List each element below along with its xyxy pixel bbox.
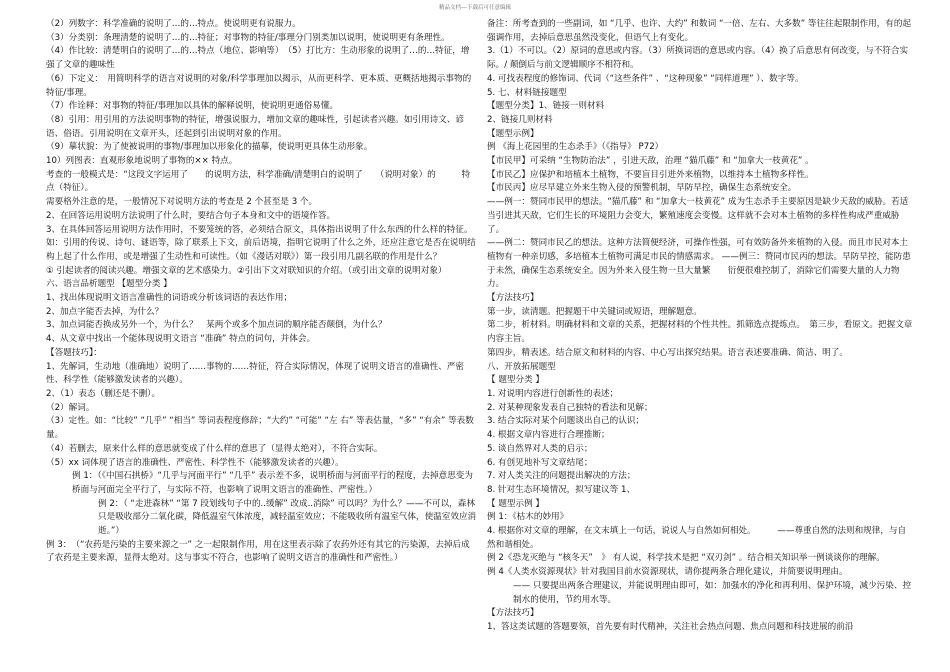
text-line: 1. 对说明内容进行创新性的表述； (487, 388, 619, 399)
text-line: 需要格外注意的是，一般情况下对说明方法的考查是 2 个甚至是 3 个。 (46, 197, 318, 208)
text-line: 第一步，读清题。把握题干中关键词或短语，理解题意。 (487, 306, 702, 317)
text-line: （7）作诠释：对事物的特征/事理加以具体的解释说明，使说明更通俗易懂。 (46, 101, 338, 112)
text-line: （4）若删去，原来什么样的意思就变成了什么样的意思了（显得太绝对），不符合实际。 (46, 443, 383, 454)
text-line: 例 1：《枯木的妙用》 (487, 512, 569, 523)
page-header: 精品文档---下载后可任意编辑 (439, 5, 511, 11)
text-line: 例 1：（《中国石拱桥》“几乎与河面平行” “几乎” 表示差不多，说明桥面与河面平行的程度，去掉意思变为桥面与河面完全平行了，与实际不符，也影响了说明文语言的准确性、严密性。） (72, 471, 473, 495)
text-line: —— 只要提出两条合理建议，并能说明理由即可，如：加强水的净化和再利用、保护环境，减少污染、控制水的使用，节约用水等。 (513, 580, 912, 605)
text-line: 【 题型示例 】 (487, 498, 545, 509)
text-line: （3）定性。如：“比较” “几乎” “相当” 等词表程度修辞；“大约” “可能” “左 右” 等表估量，“多” “有余” 等表数量。 (46, 416, 474, 441)
text-line: 备注：所考查到的一些副词，如 “几乎、也许、大约” 和数词 “一倍、左右、大多数” 等往往起限制作用，有的起强调作用，去掉后意思虽然没变化，但语气上有变化。 (487, 19, 912, 43)
right-column (487, 18, 913, 668)
text-line: 【答题技巧】： (46, 347, 102, 358)
text-line: 5. 七、材料链接题型 (487, 87, 567, 98)
text-line: 2、在回答运用说明方法说明了什么时，要结合句子本身和文中的语境作答。 (46, 210, 336, 221)
text-line: 六、语言品析题型 【题型分类 】 (46, 279, 172, 290)
text-line: 例 4《人类水资源现状》针对我国目前水资源现状，请你提两条合理化建议，并简要说明理由。 (487, 567, 848, 578)
text-line: 7. 对人类关注的问题提出解决的方法； (487, 471, 636, 482)
text-line: 6. 有创见地补写文章结尾； (487, 457, 593, 468)
text-line: 【市民乙】应保护和培植本土植物，不要盲目引进外来植物，以维持本土植物多样性。 (487, 169, 814, 180)
text-line: 1、答这类试题的答题要领，首先要有时代精神，关注社会热点问题、焦点问题和科技进展的前沿 (487, 621, 854, 632)
text-line: 8. 针对生态环境情况，拟写建议等 1、 (487, 484, 636, 495)
text-line: ——例二：赞同市民乙的想法。这种方法简便经济，可操作性强，可有效防备外来植物的入侵。而且市民对本土植物有一种亲切感，多培植本土植物可满足市民的情感需求。 ——例三：赞同市民丙的想法。早防早控，能防患于未然，确保生态系统安全。因为外来入侵生物一旦大量繁 衍便很难控制了，消除它们需要大量的人力物力。 (487, 238, 911, 290)
text-line: 4. 根据文章内容进行合理推断； (487, 430, 610, 441)
text-line: （2）解词。 (46, 402, 95, 413)
text-line: 2、链接几则材料 (487, 114, 553, 125)
text-line: ① 引起读者的阅读兴趣。增强文章的艺术感染力。②引出下文对联知识的介绍。（或引出文章的说明对象） (46, 265, 447, 276)
text-line: 八、开放拓展题型 (487, 361, 556, 372)
text-line: 考查的一般模式是：“这段文字运用了 的说明方法，科学准确/清楚明白的说明了 （说明对象）的 特点（特征）。 (46, 169, 471, 194)
text-line: （8）引用：用引用的方法说明事物的特征，增强说服力，增加文章的趣味性，引起读者兴趣。如引用诗文、谚语、俗语。引用说明在文章开头，还起到引出说明对象的作用。 (46, 114, 464, 139)
text-line: 【 题型分类 】 (487, 375, 545, 386)
text-line: 【方法技巧】 (487, 293, 539, 304)
text-line: 【题型分类】1、链接一则材料 (487, 101, 605, 112)
text-line: 【市民丙】应尽早建立外来生物入侵的预警机制，早防早控，确保生态系统安全。 (487, 183, 797, 194)
text-line: （6）下定义： 用简明科学的语言对说明的对象/科学事理加以揭示，从而更科学、更本质、更概括地揭示事物的特征/事理。 (46, 73, 472, 98)
text-line: 例 2《恐龙灭绝与 “核冬天” 》 有人说，科学技术是把 “双刃剑” 。结合相关知识举一例谈谈你的理解。 (487, 553, 885, 564)
text-line: 4、从文章中找出一个能体现说明文语言 “准确” 特点的词句，并体会。 (46, 334, 316, 345)
text-line: 例 《海上花园里的生态杀手》（《指导》 P72） (487, 142, 664, 153)
text-line: 2、（1）表态（删还是不删）。 (46, 388, 161, 399)
text-line: 【市民甲】可采纳 “生物防治法” ，引进天敌，治理 “猫爪藤” 和 “加拿大一枝黄花” 。 (487, 156, 814, 167)
text-line: （9）摹状貌：为了使被说明的事物/事理加以形象化的描摹，使说明更具体生动形象。 (46, 142, 373, 153)
text-line: 第四步，精表述。结合原文和材料的内容、中心写出探究结果。语言表述要准确、简洁、明了。 (487, 347, 848, 358)
text-line: 10）列图表：直观形象地说明了事物的×× 特点。 (46, 156, 238, 167)
text-line: （2）列数字：科学准确的说明了…的…特点。使说明更有说服力。 (46, 19, 301, 29)
text-line: 2. 对某种现象发表自己独特的看法和见解； (487, 402, 653, 413)
text-line: 5. 谈自然界对人类的启示； (487, 443, 593, 454)
text-line: 【题型示例】 (487, 128, 539, 139)
text-line: 3.（1）不可以。（2）原词的意思或内容。（3）所换词语的意思或内容。（4）换了后意思有何改变，与不符合实际。/ 颠倒后与前文逻辑顺序不相符和。 (487, 46, 909, 71)
text-line: 3. 结合实际对某个问题谈出自己的认识； (487, 416, 645, 427)
text-line: 2、加点字能否去掉，为什么？ (46, 306, 164, 317)
left-column (46, 18, 478, 668)
text-line: 3、在具体回答运用说明方法作用时，不要笼统的答，必须结合原文，具体指出说明了什么东西的什么样的特征。 (46, 224, 473, 235)
text-line: 例 2：（ “走进森林” “第 7 段划线句子中的..缓解” 改成..消除” 可以吗？为什么？——不可以，森林只是吸收部分二氧化碳，降低温室气体浓度，减轻温室效应；不能吸收所有温室气体，使温室效应消逝。”） (98, 498, 477, 537)
text-line: （3）分类别：条理清楚的说明了…的…特征；对事物的特征/事理分门别类加以说明，使说明更有条理性。 (46, 32, 450, 43)
text-line: 3、加点词能否换成另外一个，为什么？ 某两个或多个加点词的顺序能否颠倒，为什么？ (46, 320, 387, 331)
text-line: （5）xx 词体现了语言的准确性、严密性、科学性不（能够激发读者的兴趣）。 (46, 457, 344, 468)
text-line: 例 3： （“农药是污染的主要来源之一” 之一起限制作用，用在这里表示除了农药外还有其它的污染源，去掉后成了农药是主要来源，显得太绝对。这与事实不符合，也影响了说明文语言的准确性和严密性。） (46, 539, 470, 564)
text-line: ——例一：赞同市民甲的想法。“猫爪藤” 和 “加拿大一枝黄花” 成为生态杀手主要原因是缺少天敌的威胁。若适当引进其天敌，它们生长的环境阻力会变大，繁殖速度会变慢。这样就不会对本土植物的多样性构成严重威胁了。 (487, 197, 909, 235)
text-line: 【方法技巧】 (487, 608, 539, 619)
text-line: 1、先解词，生动地（准确地）说明了……事物的……特征，符合实际情况，体现了说明文语言的准确性、严密性、科学性（能够激发读者的兴趣）。 (46, 361, 464, 386)
text-line: 4. 可找表程度的修饰词、代词（“这些条件” 、“这种现象” “同样道理” ）、数字等。 (487, 73, 804, 84)
text-line: 第二步，析材料。明确材料和文章的关系，把握材料的个性共性。抓筛选点提炼点。 第三步，看原文。把握文章内容主旨。 (487, 320, 913, 345)
text-line: 4. 根据你对文章的理解，在文末填上一句话，说说人与自然如何相处。 ——尊重自然的法则和规律，与自然和谐相处。 (487, 526, 907, 550)
text-line: 1、找出体现说明文语言准确性的词语或分析该词语的表达作用； (46, 293, 293, 304)
text-line: 如：引用的传说、诗句、谜语等，除了联系上下文，前后语境，指明它说明了什么之外，还应注意它是否在说明结构上起了什么作用，或是增强了生动性和可读性。（如《漫话对联》）第一段引用几副名联的作用是什么？ (46, 238, 476, 262)
text-line: （4）作比较：清楚明白的说明了…的…特点（地位、影响等） （5）打比方：生动形象的说明了…的…特征，增强了文章的趣味性 (46, 46, 470, 71)
